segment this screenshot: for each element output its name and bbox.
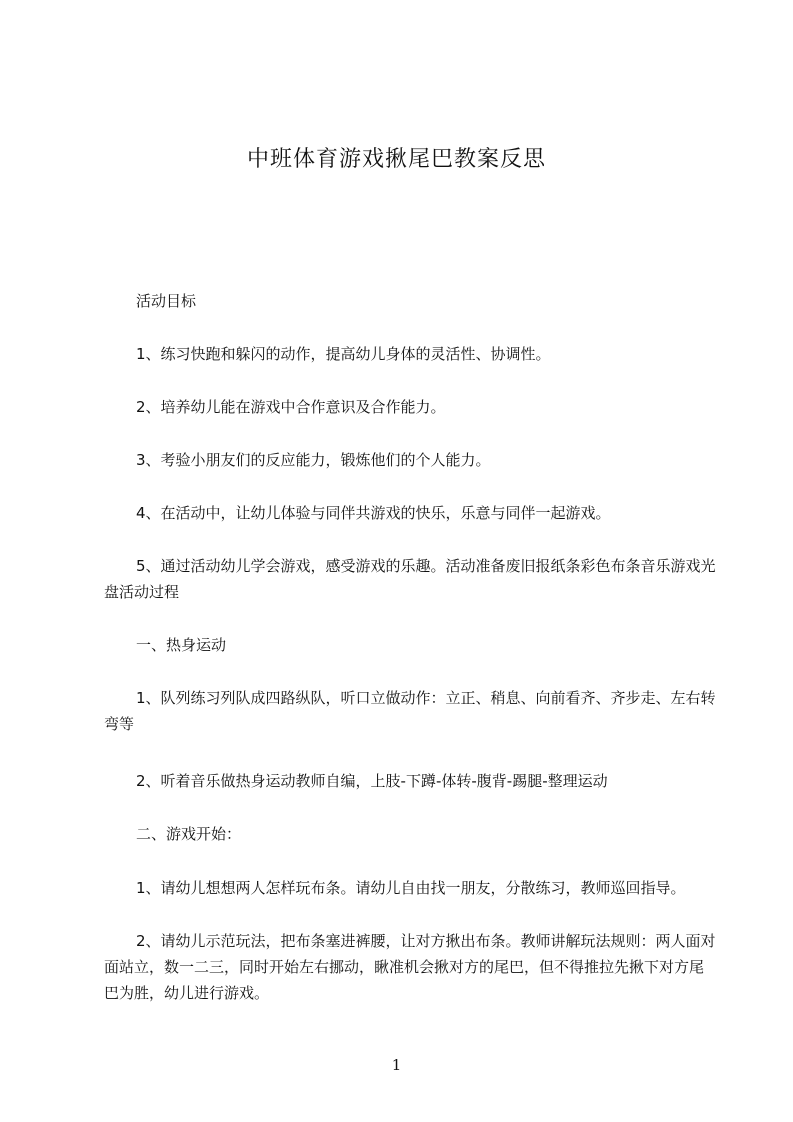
section-heading-activity-goals: 活动目标 [136,292,197,310]
warmup-item-2: 2、听着音乐做热身运动教师自编，上肢-下蹲-体转-腹背-踢腿-整理运动 [136,772,608,790]
page-number: 1 [391,1056,402,1074]
game-item-1: 1、请幼儿想想两人怎样玩布条。请幼儿自由找一朋友，分散练习，教师巡回指导。 [136,879,686,897]
game-item-2: 2、请幼儿示范玩法，把布条塞进裤腰，让对方揪出布条。教师讲解玩法规则：两人面对面站立，数一二三，同时开始左右挪动，瞅准机会揪对方的尾巴，但不得推拉先揪下对方尾巴为胜，幼儿进行游戏。 [104,932,716,1002]
goal-item-4: 4、在活动中，让幼儿体验与同伴共游戏的快乐，乐意与同伴一起游戏。 [136,504,611,522]
section-heading-game-start: 二、游戏开始： [136,825,242,843]
document-title: 中班体育游戏揪尾巴教案反思 [246,147,546,172]
section-heading-warmup: 一、热身运动 [136,636,227,654]
goal-item-2: 2、培养幼儿能在游戏中合作意识及合作能力。 [136,398,446,416]
goal-item-3: 3、考验小朋友们的反应能力，锻炼他们的个人能力。 [136,451,491,469]
goal-item-5: 5、通过活动幼儿学会游戏，感受游戏的乐趣。活动准备废旧报纸条彩色布条音乐游戏光盘活动过程 [104,557,716,601]
goal-item-1: 1、练习快跑和躲闪的动作，提高幼儿身体的灵活性、协调性。 [136,345,551,363]
warmup-item-1: 1、队列练习列队成四路纵队，听口立做动作：立正、稍息、向前看齐、齐步走、左右转弯等 [104,689,716,733]
